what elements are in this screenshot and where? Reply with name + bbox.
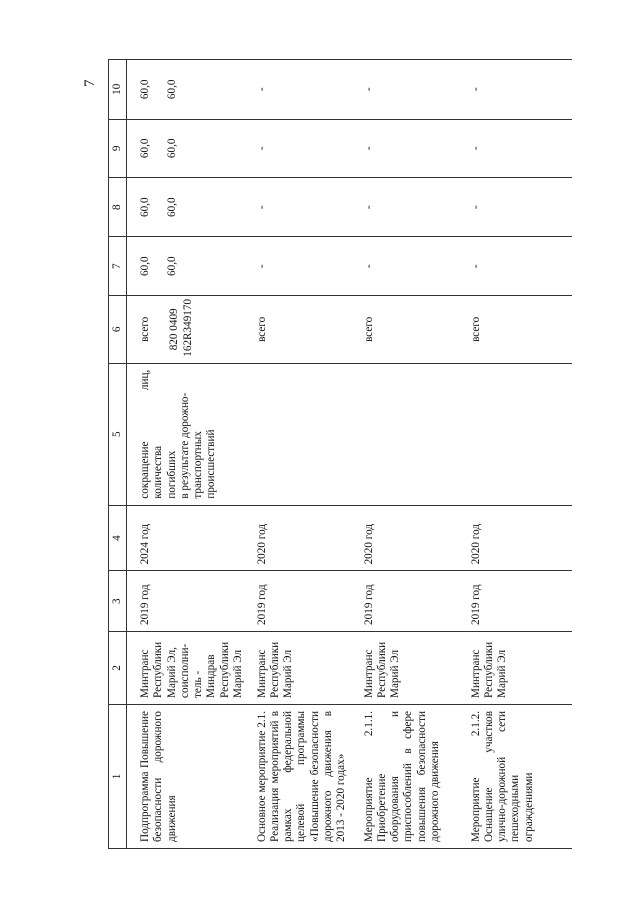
cell-executor: Минтранс Республики Марий Эл, соисполни- тель - Миндрав Республики Марий Эл (127, 631, 251, 704)
cell-end: 2024 год (127, 505, 251, 571)
cell-value-10: - (251, 60, 358, 120)
col-header-3: 3 (109, 571, 127, 632)
cell-end: 2020 год (251, 505, 358, 571)
cell-name: Мероприятие 2.1.2. Оснащение участков улично-дорожной сети пешеходными ограждениями (465, 704, 572, 848)
cell-executor: Минтранс Республики Марий Эл (251, 631, 358, 704)
program-table (108, 59, 572, 849)
page-number: 7 (82, 79, 98, 87)
cell-name: Подпрограмма Повышение безопасности дорожного движения (127, 704, 251, 848)
cell-value-7: - (251, 237, 358, 295)
cell-source: всего (358, 295, 465, 363)
cell-value-9: 60,0 60,0 (127, 119, 251, 177)
cell-start: 2019 год (358, 571, 465, 632)
cell-value-7: - (465, 237, 572, 295)
table-row (358, 60, 465, 849)
cell-value-8: - (358, 177, 465, 236)
col-header-1: 1 (109, 704, 127, 848)
col-header-9: 9 (109, 119, 127, 177)
cell-result (251, 363, 358, 505)
cell-start: 2019 год (465, 571, 572, 632)
cell-value-10: 60,0 60,0 (127, 60, 251, 120)
col-header-2: 2 (109, 631, 127, 704)
cell-start: 2019 год (251, 571, 358, 632)
cell-source: всего 820 0409 162R349170 (127, 295, 251, 363)
cell-value-9: - (358, 119, 465, 177)
col-header-7: 7 (109, 237, 127, 295)
cell-value-9: - (251, 119, 358, 177)
cell-result (358, 363, 465, 505)
cell-value-8: - (465, 177, 572, 236)
cell-result: сокращение лиц, количества погибших в результате дорожно- транспортных происшествий (127, 363, 251, 505)
col-header-4: 4 (109, 505, 127, 571)
cell-name: Основное мероприятие 2.1. Реализация мероприятий в рамках федеральной целевой программы «Повышение безопасности дорожного движения в 2013 - 2020 годах» (251, 704, 358, 848)
cell-executor: Минтранс Республики Марий Эл (465, 631, 572, 704)
cell-end: 2020 год (358, 505, 465, 571)
cell-executor: Минтранс Республики Марий Эл (358, 631, 465, 704)
table-row (127, 60, 251, 849)
cell-end: 2020 год (465, 505, 572, 571)
table-row (465, 60, 572, 849)
cell-value-8: - (251, 177, 358, 236)
cell-value-10: - (465, 60, 572, 120)
cell-value-7: - (358, 237, 465, 295)
col-header-5: 5 (109, 363, 127, 505)
col-header-10: 10 (109, 60, 127, 120)
table-row (251, 60, 358, 849)
cell-value-9: - (465, 119, 572, 177)
cell-name: Мероприятие 2.1.1. Приобретение оборудования и приспособлений в сфере повышения безопасности дорожного движения (358, 704, 465, 848)
col-header-6: 6 (109, 295, 127, 363)
cell-result (465, 363, 572, 505)
table-header-row (109, 60, 127, 849)
cell-value-8: 60,0 60,0 (127, 177, 251, 236)
col-header-8: 8 (109, 177, 127, 236)
cell-start: 2019 год (127, 571, 251, 632)
cell-value-10: - (358, 60, 465, 120)
cell-value-7: 60,0 60,0 (127, 237, 251, 295)
cell-source: всего (251, 295, 358, 363)
cell-source: всего (465, 295, 572, 363)
